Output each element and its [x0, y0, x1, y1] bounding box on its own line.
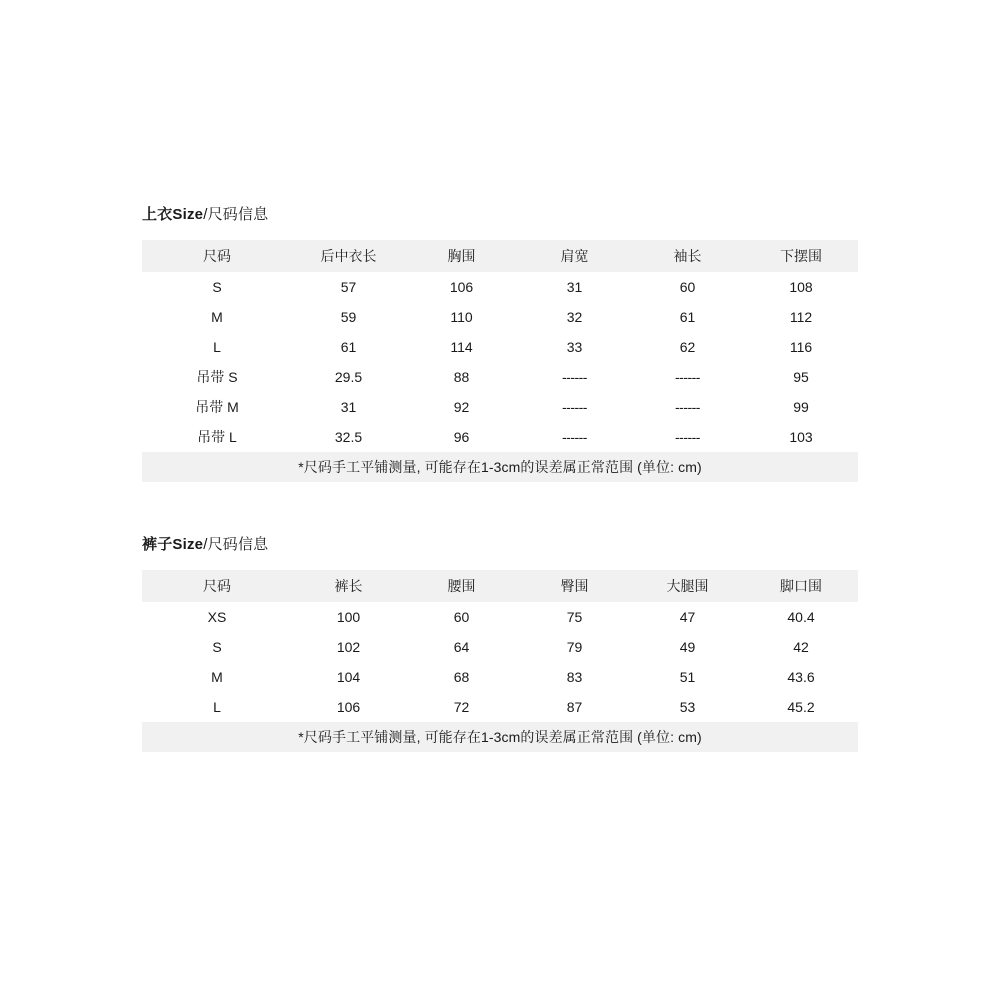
column-header-shoulder: 肩宽 [560, 248, 589, 264]
cell-waist: 72 [453, 699, 470, 715]
column-header-pant-length: 裤长 [334, 578, 363, 594]
cell-back-length: 57 [340, 279, 357, 295]
top-section-title [142, 204, 858, 226]
cell-leg-opening: 42 [793, 639, 809, 655]
cell-hip: 83 [566, 669, 583, 685]
pants-section-title-rest: /尺码信息 [203, 536, 269, 553]
cell-size: L [213, 339, 221, 355]
cell-bust: 92 [453, 399, 470, 415]
cell-size: 吊带 S [196, 369, 238, 385]
table-row [142, 692, 858, 722]
top-size-section [142, 204, 858, 482]
cell-sleeve: ------ [675, 429, 700, 445]
cell-sleeve: 61 [679, 309, 696, 325]
cell-size: S [212, 639, 222, 655]
cell-size: M [211, 669, 223, 685]
cell-bust: 96 [453, 429, 470, 445]
cell-shoulder: ------ [562, 399, 587, 415]
cell-thigh: 49 [679, 639, 696, 655]
pants-section-title [142, 534, 858, 556]
cell-bust: 106 [449, 279, 474, 295]
cell-leg-opening: 43.6 [787, 669, 815, 685]
cell-back-length: 31 [340, 399, 357, 415]
measurement-note-row [142, 722, 858, 752]
cell-leg-opening: 40.4 [787, 609, 815, 625]
table-row [142, 392, 858, 422]
cell-pant-length: 102 [336, 639, 361, 655]
cell-back-length: 29.5 [334, 369, 363, 385]
cell-pant-length: 100 [336, 609, 361, 625]
top-section-title-rest: /尺码信息 [203, 206, 269, 223]
cell-bust: 110 [450, 309, 473, 325]
pants-table-head [142, 570, 858, 602]
cell-sleeve: 60 [679, 279, 696, 295]
table-row [142, 272, 858, 302]
cell-back-length: 61 [340, 339, 357, 355]
cell-sleeve: 62 [679, 339, 696, 355]
cell-size: L [213, 699, 221, 715]
cell-pant-length: 106 [336, 699, 361, 715]
cell-thigh: 51 [679, 669, 696, 685]
column-header-size: 尺码 [203, 578, 231, 594]
cell-waist: 60 [453, 609, 470, 625]
table-header-row [142, 240, 858, 272]
cell-back-length: 32.5 [334, 429, 363, 445]
cell-hem: 112 [789, 309, 813, 325]
cell-size: XS [207, 609, 227, 625]
cell-thigh: 47 [679, 609, 696, 625]
cell-shoulder: ------ [562, 429, 587, 445]
table-row [142, 602, 858, 632]
table-row [142, 632, 858, 662]
table-row [142, 332, 858, 362]
cell-shoulder: 33 [566, 339, 583, 355]
cell-waist: 64 [453, 639, 470, 655]
pants-size-section [142, 534, 858, 752]
cell-waist: 68 [453, 669, 470, 685]
top-section-title-bold: 上衣Size [142, 206, 204, 223]
measurement-note: *尺码手工平铺测量, 可能存在1-3cm的误差属正常范围 (单位: cm) [142, 452, 858, 482]
pants-size-table [142, 570, 858, 752]
column-header-bust: 胸围 [447, 248, 476, 264]
column-header-leg-opening: 脚口围 [780, 578, 822, 594]
measurement-note: *尺码手工平铺测量, 可能存在1-3cm的误差属正常范围 (单位: cm) [142, 722, 858, 752]
cell-pant-length: 104 [336, 669, 361, 685]
cell-hem: 108 [789, 279, 813, 295]
table-row [142, 302, 858, 332]
measurement-note-row [142, 452, 858, 482]
top-size-table [142, 240, 858, 482]
cell-hip: 75 [566, 609, 583, 625]
table-header-row [142, 570, 858, 602]
cell-sleeve: ------ [675, 369, 700, 385]
cell-shoulder: 31 [566, 279, 583, 295]
column-header-hip: 臀围 [560, 578, 589, 594]
column-header-back-length: 后中衣长 [320, 248, 377, 264]
top-table-head [142, 240, 858, 272]
cell-hem: 95 [793, 369, 809, 385]
top-table-body [142, 272, 858, 482]
cell-thigh: 53 [679, 699, 696, 715]
column-header-thigh: 大腿围 [666, 578, 709, 594]
table-row [142, 662, 858, 692]
cell-shoulder: 32 [566, 309, 583, 325]
cell-size: M [211, 309, 223, 325]
pants-section-title-bold: 裤子Size [142, 536, 204, 553]
column-header-size: 尺码 [203, 248, 231, 264]
column-header-sleeve: 袖长 [673, 248, 702, 264]
cell-size: 吊带 L [197, 429, 237, 445]
cell-hip: 79 [566, 639, 583, 655]
cell-hem: 103 [789, 429, 813, 445]
cell-leg-opening: 45.2 [787, 699, 815, 715]
cell-hip: 87 [566, 699, 583, 715]
cell-bust: 88 [453, 369, 470, 385]
cell-sleeve: ------ [675, 399, 700, 415]
table-row [142, 362, 858, 392]
cell-back-length: 59 [340, 309, 357, 325]
cell-hem: 116 [789, 339, 813, 355]
column-header-waist: 腰围 [447, 578, 476, 594]
cell-bust: 114 [450, 339, 473, 355]
cell-size: 吊带 M [195, 399, 239, 415]
cell-shoulder: ------ [562, 369, 587, 385]
pants-table-body [142, 602, 858, 752]
column-header-hem: 下摆围 [780, 248, 822, 264]
table-row [142, 422, 858, 452]
cell-hem: 99 [793, 399, 809, 415]
cell-size: S [212, 279, 222, 295]
